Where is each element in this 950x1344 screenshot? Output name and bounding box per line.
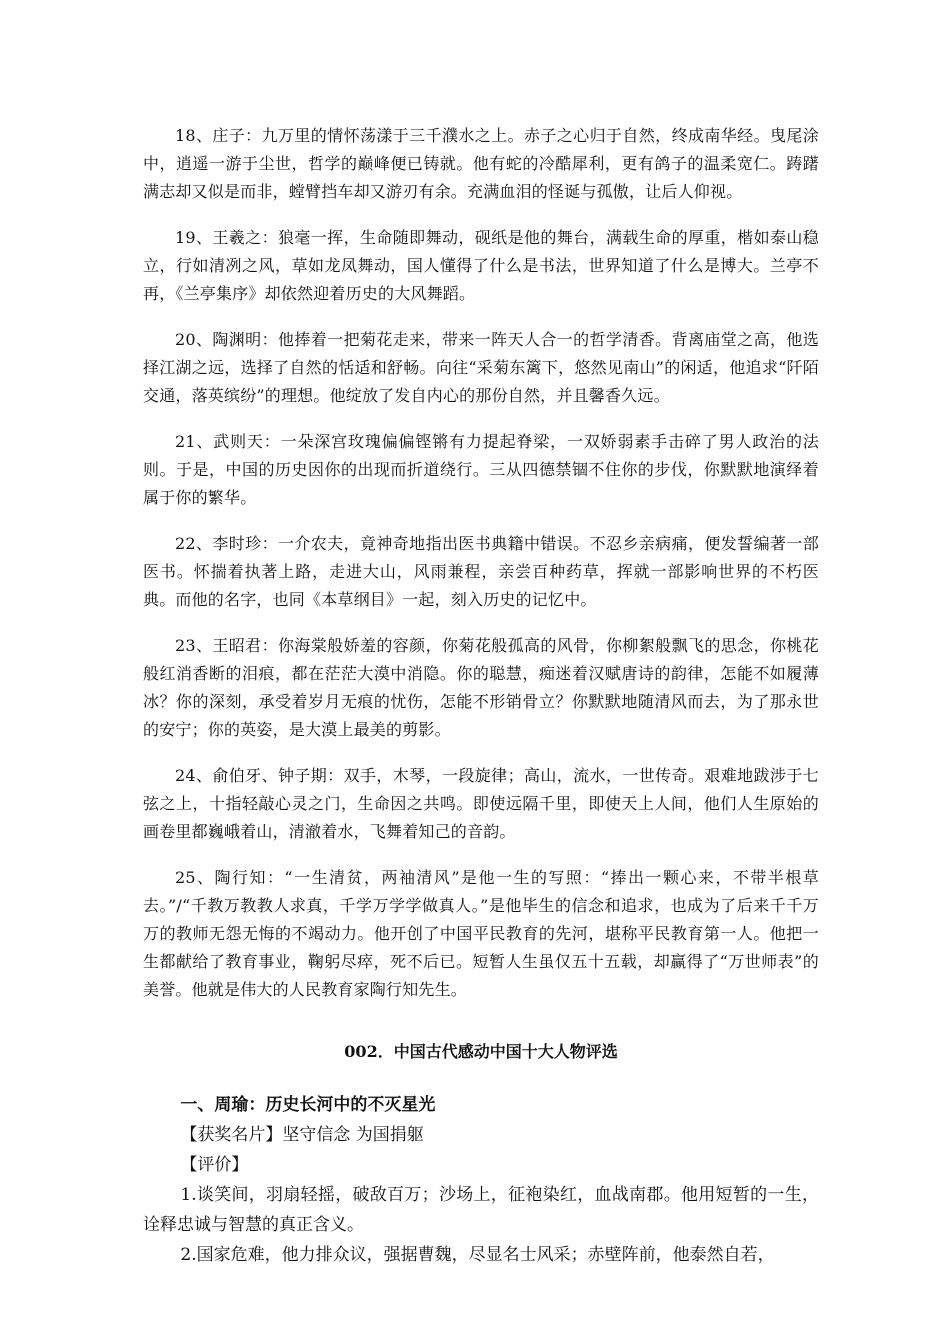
paragraph-li-shizhen: 22、李时珍：一介农夫，竟神奇地指出医书典籍中错误。不忍乡亲病痛，便发誓编著一部医书。怀揣着执著上路，走进大山，风雨兼程，亲尝百种药草，挥就一部影响世界的不朽医典。而他的名字，也同《本草纲目》一起，刻入历史的记忆中。 xyxy=(143,534,819,609)
section-title: 002．中国古代感动中国十大人物评选 xyxy=(344,1042,618,1061)
paragraph-wang-zhaojun: 23、王昭君：你海棠般娇羞的容颜，你菊花般孤高的风骨，你柳絮般飘飞的思念，你桃花般红消香断的泪痕，都在茫茫大漠中消隐。你的聪慧，痴迷着汉赋唐诗的韵律，怎能不如履薄冰？你的深刻，承受着岁月无痕的忧伤，怎能不形销骨立？你默默地随清风而去，为了那永世的安宁；你的英姿，是大漠上最美的剪影。 xyxy=(143,636,819,739)
review-item: 2.国家危难，他力排众议，强据曹魏，尽显名士风采；赤壁阵前，他泰然自若， xyxy=(180,1245,775,1265)
paragraph-tao-xingzhi: 25、陶行知：“一生清贫，两袖清风”是他一生的写照：“捧出一颗心来，不带半根草去。”/“千教万教教人求真，千学万学学做真人。”是他毕生的信念和追求，也成为了后来千千万万的教师无怨无悔的不竭动力。他开创了中国平民教育的先河，堪称平民教育第一人。他把一生都献给了教育事业，鞠躬尽瘁，死不后已。短暂人生虽仅五十五载，却赢得了“万世师表”的美誉。他就是伟大的人民教育家陶行知先生。 xyxy=(143,868,819,999)
paragraph-tao-yuanming: 20、陶渊明：他捧着一把菊花走来，带来一阵天人合一的哲学清香。背离庙堂之高，他选择江湖之远，选择了自然的恬适和舒畅。向往“采菊东篱下，悠然见南山”的闲适，他追求“阡陌交通，落英缤纷”的理想。他绽放了发自内心的那份自然，并且馨香久远。 xyxy=(143,330,819,405)
review-item: 1.谈笑间，羽扇轻摇，破敌百万；沙场上，征袍染红，血战南郡。他用短暂的一生，诠释忠诚与智慧的真正含义。 xyxy=(143,1185,819,1235)
paragraph-wu-zetian: 21、武则天：一朵深宫玫瑰偏偏铿锵有力提起脊梁，一双娇弱素手击碎了男人政治的法则。于是，中国的历史因你的出现而折道绕行。三从四德禁锢不住你的步伐，你默默地演绎着属于你的繁华。 xyxy=(143,432,819,507)
paragraph-zhuangzi: 18、庄子：九万里的情怀荡漾于三千濮水之上。赤子之心归于自然，终成南华经。曳尾涂中，逍遥一游于尘世，哲学的巅峰便已铸就。他有蛇的冷酷犀利，更有鸽子的温柔宽仁。踌躇满志却又似是而非，螳臂挡车却又游刃有余。充满血泪的怪诞与孤傲，让后人仰视。 xyxy=(143,126,819,201)
paragraph-wang-xizhi: 19、王羲之：狼毫一挥，生命随即舞动，砚纸是他的舞台，满载生命的厚重，楷如泰山稳立，行如清冽之风，草如龙凤舞动，国人懂得了什么是书法，世界知道了什么是博大。兰亭不再，《兰亭集序》却依然迎着历史的大风舞蹈。 xyxy=(143,228,819,303)
section-subtitle: 一、周瑜：历史长河中的不灭星光 xyxy=(180,1095,436,1115)
paragraph-yu-boya-zhong-ziqi: 24、俞伯牙、钟子期：双手，木琴，一段旋律；高山，流水，一世传奇。艰难地跋涉于七弦之上，十指轻敲心灵之门，生命因之共鸣。即使远隔千里，即使天上人间，他们人生原始的画卷里都巍峨着山，清澈着水，飞舞着知己的音韵。 xyxy=(143,766,819,841)
document-page xyxy=(143,122,819,1270)
review-label: 【评价】 xyxy=(180,1155,249,1175)
award-card: 【获奖名片】坚守信念 为国捐躯 xyxy=(180,1125,424,1145)
